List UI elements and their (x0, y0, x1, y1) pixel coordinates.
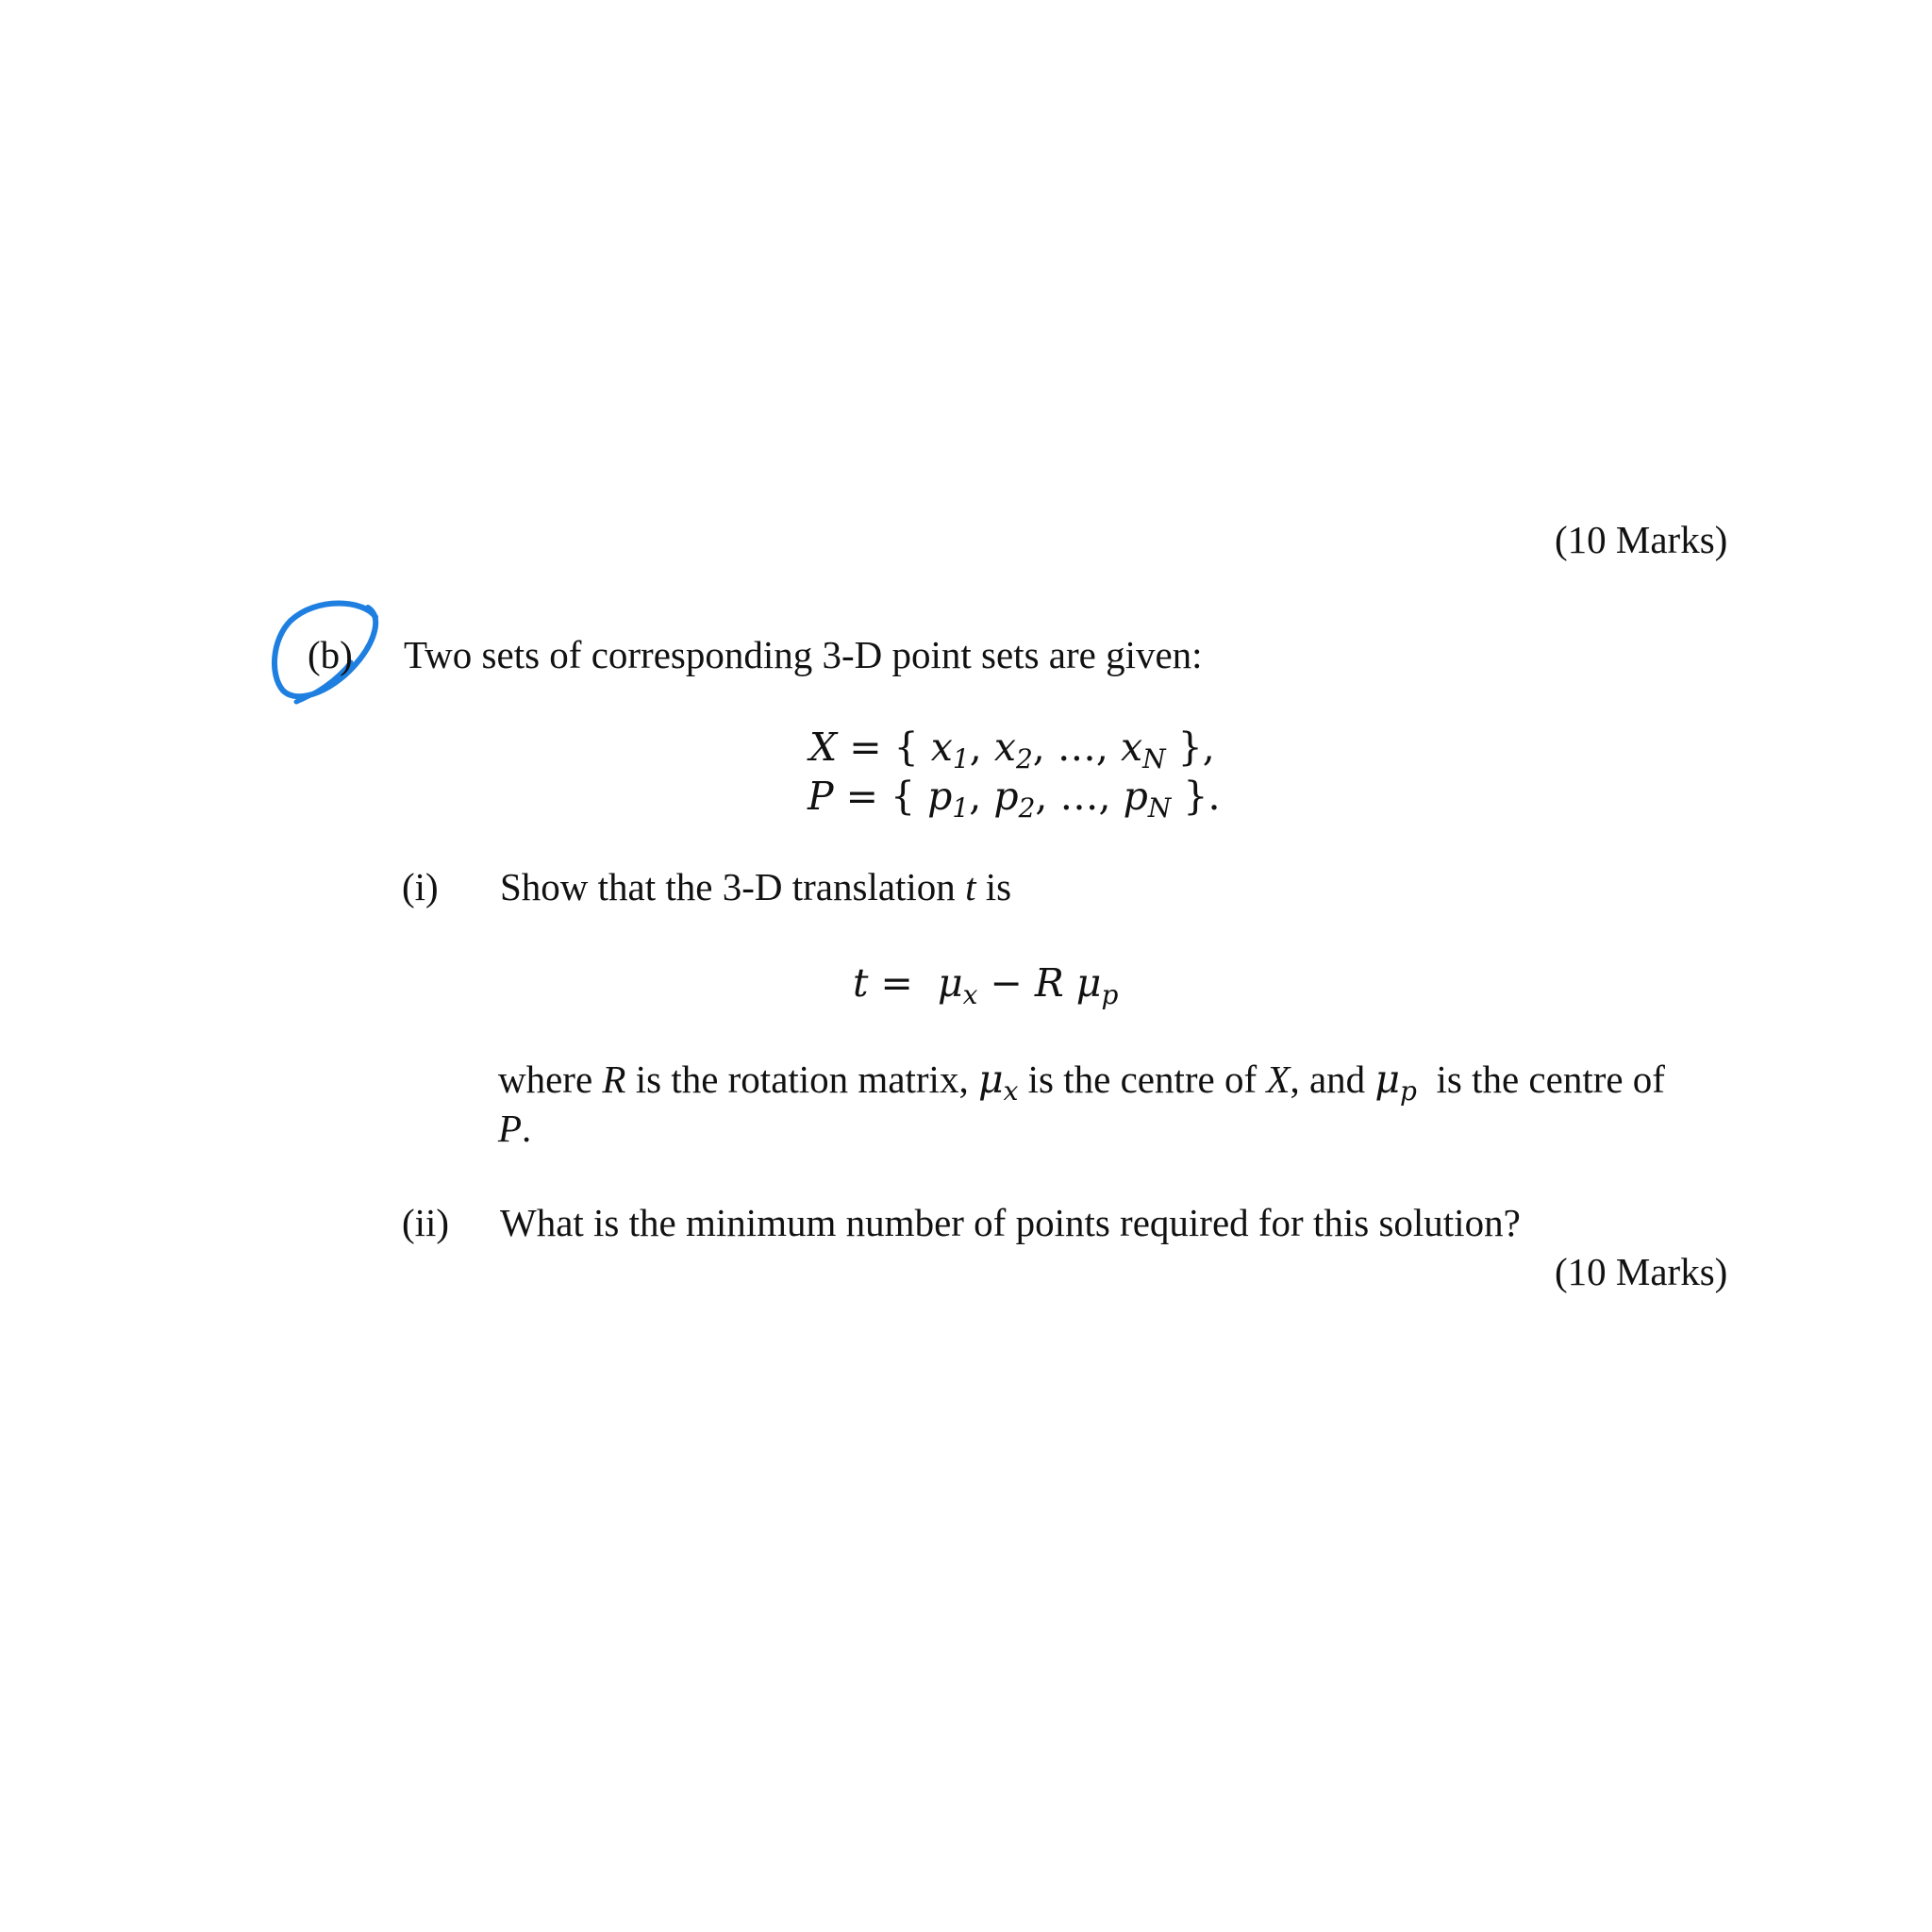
part-i-label: (i) (402, 865, 439, 908)
eq-equals: = (880, 960, 913, 1006)
set-x-e1: x (930, 724, 953, 770)
set-x-en-sub: N (1142, 743, 1166, 774)
where-w1: where (498, 1058, 593, 1101)
part-ii-text: What is the minimum number of points required for this solution? (500, 1201, 1521, 1244)
part-ii-label: (ii) (402, 1201, 450, 1244)
set-x-e1-sub: 1 (952, 743, 970, 774)
set-x-en: x (1120, 724, 1143, 770)
eq-mu2: μ (1075, 960, 1102, 1006)
where-x: X (1266, 1058, 1291, 1101)
set-p-e1-sub: 1 (952, 792, 970, 824)
part-i-text-var: t (965, 865, 976, 908)
where-mu-p-sub: p (1400, 1075, 1417, 1107)
where-line-2 (498, 1109, 531, 1148)
set-x-e2-sub: 2 (1015, 743, 1033, 774)
set-p-e1: p (927, 774, 953, 819)
set-p-en-sub: N (1147, 792, 1172, 824)
set-x-dots: …, (1057, 724, 1108, 770)
part-i-text-post: is (985, 865, 1012, 908)
part-b-intro: Two sets of corresponding 3-D point sets are given: (404, 633, 1203, 676)
set-x-lhs: X (809, 724, 838, 770)
set-x-eq: = { (849, 724, 919, 770)
set-p-en: p (1123, 774, 1148, 819)
set-p-lhs: P (808, 774, 834, 819)
where-w3: is the centre of (1027, 1058, 1257, 1101)
eq-mu1-sub: x (962, 979, 978, 1010)
eq-lhs: t (853, 960, 869, 1006)
where-mu-x-sub: x (1003, 1075, 1019, 1107)
where-p: P (498, 1107, 523, 1150)
eq-r: R (1034, 960, 1064, 1006)
eq-mu1: μ (937, 960, 963, 1006)
set-x-equation: X = { x1, x2, …, xN }, (809, 724, 1215, 774)
eq-minus: − (990, 960, 1023, 1006)
where-w2: is the rotation matrix, (635, 1058, 969, 1101)
set-p-e2-sub: 2 (1018, 792, 1036, 824)
part-i-text-pre: Show that the 3-D translation (500, 865, 956, 908)
part-b-label: (b) (308, 633, 353, 676)
header-marks-text: (10 Marks) (1555, 518, 1728, 561)
set-p-e2: p (993, 774, 1019, 819)
set-p-eq: = { (845, 774, 916, 819)
where-mu-x: μ (977, 1057, 1004, 1102)
set-x-e2: x (993, 724, 1016, 770)
where-r: R (602, 1058, 626, 1101)
where-mu-p: μ (1374, 1057, 1401, 1102)
eq-mu2-sub: p (1101, 979, 1119, 1010)
where-w4: , and (1290, 1058, 1366, 1101)
set-p-close: }. (1183, 774, 1221, 819)
where-w5: is the centre of (1436, 1058, 1665, 1101)
part-ii-marks: (10 Marks) (1555, 1250, 1728, 1293)
set-p-equation: P = { p1, p2, …, pN }. (808, 774, 1221, 824)
part-i-text (500, 865, 1012, 908)
where-w6: . (522, 1107, 532, 1150)
set-x-close: }, (1177, 724, 1215, 770)
set-p-dots: …, (1059, 774, 1111, 819)
translation-equation (853, 960, 1119, 1010)
where-line (498, 1057, 1665, 1107)
header-marks-cutoff (1555, 518, 1728, 581)
